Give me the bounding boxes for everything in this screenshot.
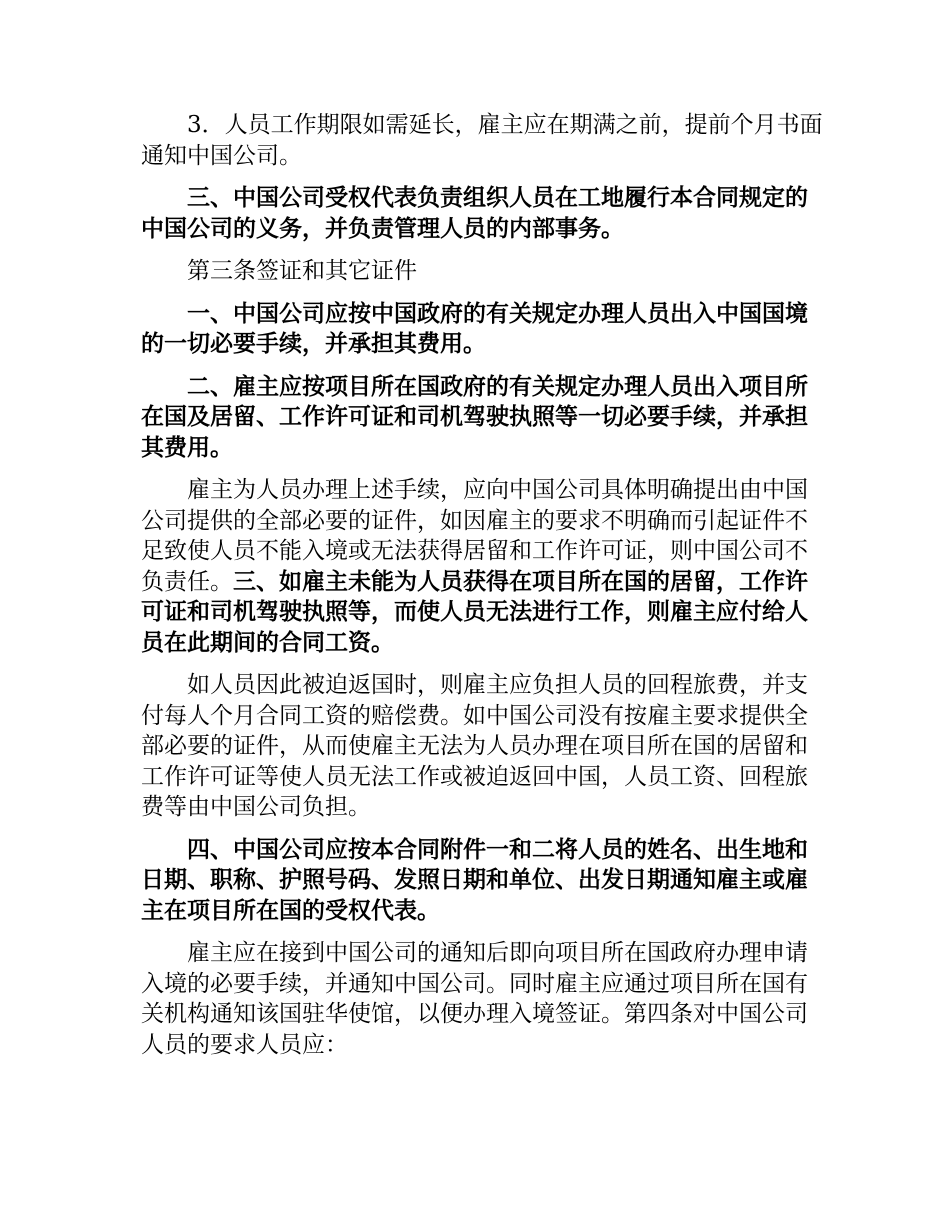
paragraph-personnel-notification [141,835,826,927]
paragraph-text: 3．人员工作期限如需延长，雇主应在期满之前，提前个月书面通知中国公司。 [141,112,823,169]
paragraph-text: 二、雇主应按项目所在国政府的有关规定办理人员出入项目所在国及居留、工作许可证和司机驾驶执照等一切必要手续，并承担其费用。 [141,372,808,461]
paragraph-china-exit-entry [141,299,826,360]
paragraph-entry-procedures [141,938,826,1060]
paragraph-extension-notice [141,110,826,171]
article-heading-text: 第三条签证和其它证件 [187,258,417,284]
paragraph-employer-permits [141,372,826,464]
paragraph-documents-responsibility [141,475,826,658]
paragraph-authorized-representative [141,183,826,244]
paragraph-text-bold: 三、如雇主未能为人员获得在项目所在国的居留，工作许可证和司机驾驶执照等，而使人员无法进行工作，则雇主应付给人员在此期间的合同工资。 [141,567,808,656]
paragraph-repatriation [141,670,826,823]
article-3-heading [141,256,826,287]
paragraph-text: 如人员因此被迫返国时，则雇主应负担人员的回程旅费，并支付每人个月合同工资的赔偿费。如中国公司没有按雇主要求提供全部必要的证件，从而使雇主无法为人员办理在项目所在国的居留和工作许可证等使人员无法工作或被迫返回中国，人员工资、回程旅费等由中国公司负担。 [141,672,808,820]
document-page [141,110,826,1072]
paragraph-text: 三、中国公司受权代表负责组织人员在工地履行本合同规定的中国公司的义务，并负责管理人员的内部事务。 [141,184,808,242]
paragraph-text: 雇主为人员办理上述手续，应向中国公司具体明确提出由中国公司提供的全部必要的证件，如因雇主的要求不明确而引起证件不足致使人员不能入境或无法获得居留和工作许可证，则中国公司不负责任。 [141,477,808,595]
paragraph-text: 雇主应在接到中国公司的通知后即向项目所在国政府办理申请入境的必要手续，并通知中国公司。同时雇主应通过项目所在国有关机构通知该国驻华使馆，以便办理入境签证。第四条对中国公司人员的要求人员应： [141,940,808,1058]
paragraph-text: 四、中国公司应按本合同附件一和二将人员的姓名、出生地和日期、职称、护照号码、发照日期和单位、出发日期通知雇主或雇主在项目所在国的受权代表。 [141,835,808,924]
paragraph-text: 一、中国公司应按中国政府的有关规定办理人员出入中国国境的一切必要手续，并承担其费用。 [141,299,808,357]
